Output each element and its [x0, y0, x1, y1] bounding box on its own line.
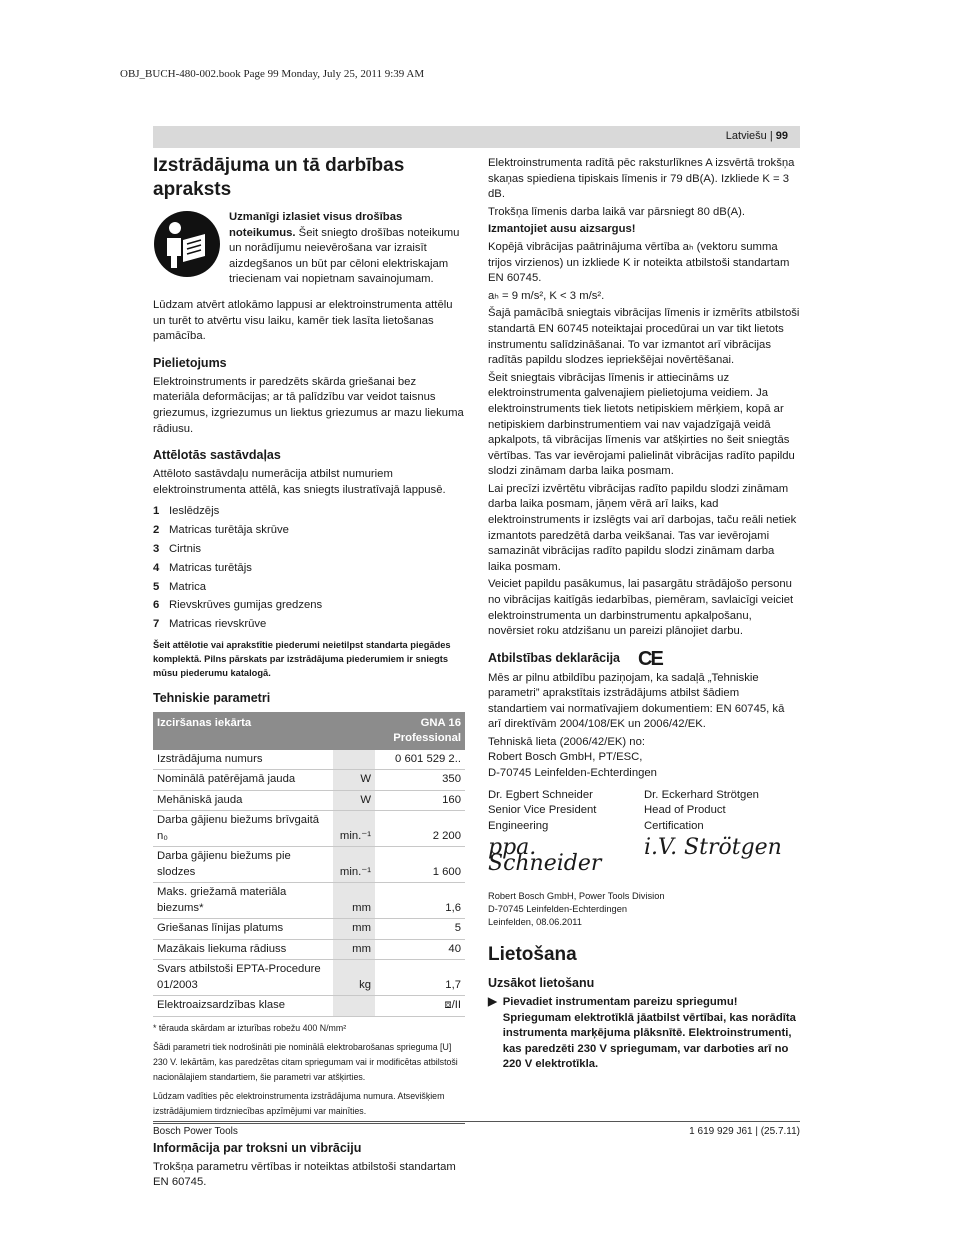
table-row: Darba gājienu biežums brīvgaitā n₀ min.⁻¹ 2 200: [153, 811, 465, 847]
footer-right: 1 619 929 J61 | (25.7.11): [689, 1126, 800, 1137]
footnote-number: Lūdzam vadīties pēc elektroinstrumenta izstrādājuma numura. Atsevišķiem izstrādājumiem tirdzniecības apzīmējumi var mainīties.: [153, 1089, 465, 1124]
declaration-title: Atbilstības deklarācija CE: [488, 647, 662, 670]
use-text: Elektroinstruments ir paredzēts skārda griešanai bez materiāla deformācijas; ar tā palīdzību var veidot taisnus griezumus, izgriezumus un liektus griezumus ar mazu liekuma rādiusu.: [153, 375, 464, 435]
list-item: 6 Rievskrūves gumijas gredzens: [153, 599, 323, 612]
tech-file: Tehniskā lieta (2006/42/EK) no:: [488, 735, 645, 748]
language-bar: Latviešu | 99: [153, 126, 800, 148]
file-header: OBJ_BUCH-480-002.book Page 99 Monday, July 25, 2011 9:39 AM: [120, 68, 425, 80]
table-row: Elektroaizsardzības klase ⧈/II: [153, 996, 465, 1017]
address-line3: Leinfelden, 08.06.2011: [488, 917, 582, 928]
footnote-steel: * tērauda skārdam ar izturības robežu 400 N/mm²: [153, 1022, 347, 1033]
noise-limit: Trokšņa līmenis darba laikā var pārsniegt 80 dB(A).: [488, 205, 746, 218]
vibration-total: Kopējā vibrācijas paātrinājuma vērtība aₕ (vektoru summa trijos virzienos) un izkliede K ir noteikta atbilstoši standartam EN 60745.: [488, 240, 790, 285]
ce-mark-icon: CE: [638, 647, 662, 670]
arrow-icon: ▶: [488, 996, 497, 1009]
spec-table: [153, 712, 465, 1017]
table-header-left: Izciršanas iekārta: [153, 712, 375, 750]
read-manual-icon: [153, 210, 221, 278]
declaration-text: Mēs ar pilnu atbildību paziņojam, ka sadaļā „Tehniskie parametri” aprakstītais izstrādājums atbilst šādiem standartiem vai normatīvajiem dokumentiem: EN 60745, kā arī direktīvām 2004/108/EK un 2006/42/EK.: [488, 671, 785, 731]
tech-title: Tehniskie parametri: [153, 690, 271, 705]
footnote-voltage: Šādi parametri tiek nodrošināti pie nominālā elektrobarošanas sprieguma [U] 230 V. Iekārtām, kas paredzētas citam spriegumam vai ir modificētas atbilstoši nacionālajiem standartiem, šie parametri var atšķirties.: [153, 1041, 458, 1082]
list-item: 5 Matrica: [153, 580, 207, 593]
address-line1: Robert Bosch GmbH, Power Tools Division: [488, 891, 665, 902]
list-item: 7 Matricas rievskrūve: [153, 618, 267, 631]
list-item: 1 Ieslēdzējs: [153, 505, 220, 518]
right-column: [488, 156, 800, 1073]
intro-text: Lūdzam atvērt atlokāmo lappusi ar elektroinstrumenta attēlu un turēt to atvērtu visu laiku, kamēr tiek lasīta lietošanas pamācība.: [153, 298, 453, 343]
section-title: Izstrādājuma un tā darbības apraksts: [153, 155, 405, 200]
signatures: [488, 835, 800, 890]
noise-title: Informācija par troksni un vibrāciju: [153, 1140, 362, 1155]
table-row: Maks. griežamā materiāla biezums* mm 1,6: [153, 883, 465, 919]
list-item: 2 Matricas turētāja skrūve: [153, 524, 289, 537]
signature-left: ppa. Schneider: [488, 835, 602, 877]
parts-title: Attēlotās sastāvdaļas: [153, 448, 281, 463]
use-title: Pielietojums: [153, 355, 227, 370]
warning-bold: Uzmanīgi izlasiet visus drošības noteikumus.: [229, 211, 403, 239]
start-title: Uzsākot lietošanu: [488, 976, 595, 991]
list-item: 3 Cirtnis: [153, 542, 202, 555]
signatory-left: Dr. Egbert Schneider Senior Vice President Engineering: [488, 788, 597, 832]
page-number: 99: [775, 130, 788, 142]
noise-text: Trokšņa parametru vērtības ir noteiktas atbilstoši standartam EN 60745.: [153, 1160, 456, 1189]
table-row: Svars atbilstoši EPTA-Procedure 01/2003 kg 1,7: [153, 960, 465, 996]
table-row: Griešanas līnijas platums mm 5: [153, 919, 465, 940]
table-row: Nominālā patērējamā jauda W 350: [153, 770, 465, 791]
footer-left: Bosch Power Tools: [153, 1126, 238, 1137]
vibration-values: aₕ = 9 m/s², K < 3 m/s².: [488, 289, 605, 302]
address-line2: D-70745 Leinfelden-Echterdingen: [488, 904, 628, 915]
table-row: Mehāniskā jauda W 160: [153, 790, 465, 811]
warning-text: Šeit sniegto drošības noteikumu un norādījumu neievērošana var izraisīt aizdegšanos un būt par cēloni elektriskajam triecienam vai nopietnam savainojumam.: [229, 226, 460, 286]
start-instruction: ▶ Pievadiet instrumentam pareizu spriegumu! Spriegumam elektrotīklā jāatbilst vērtībai, kas norādīta instrumenta marķējuma plāksnītē. Elektroinstrumenti, kas paredzēti 230 V spriegumam, var darboties arī no 220 V elektrotīkla.: [488, 995, 800, 1073]
accessories-note: Šeit attēlotie vai aprakstītie piederumi neietilpst standarta piegādes komplektā. Pilns pārskats par izstrādājuma piederumiem ir sniegts mūsu piederumu katalogā.: [153, 639, 451, 678]
vibration-p4: Veiciet papildu pasākumus, lai pasargātu strādājošo personu no vibrācijas kaitīgās iedarbības, piemēram, savlaicīgi veiciet elektroinstrumenta un darbinstrumentu apkalpošanu, novērsiet roku atdzišanu un pareizi plānojiet darbu.: [488, 578, 794, 638]
table-row: Darba gājienu biežums pie slodzes min.⁻¹ 1 600: [153, 847, 465, 883]
ear-protection: Izmantojiet ausu aizsargus!: [488, 223, 636, 236]
signature-right: i.V. Strötgen: [644, 835, 782, 861]
footer-rule: [153, 1121, 800, 1122]
use-heading: Lietošana: [488, 944, 577, 966]
company-line1: Robert Bosch GmbH, PT/ESC,: [488, 751, 643, 764]
signatory-right: Dr. Eckerhard Strötgen Head of Product Certification: [644, 788, 759, 832]
left-column: [153, 154, 465, 1193]
signatories: [488, 788, 800, 835]
vibration-p1: Šajā pamācībā sniegtais vibrācijas līmenis ir izmērīts atbilstoši standartā EN 60745 noteiktajai procedūrai un var tikt lietots instrumentu salīdzināšanai. To var izmantot arī vibrācijas radītās papildu slodzes iepriekšējai novērtēšanai.: [488, 307, 800, 367]
table-row: Mazākais liekuma rādiuss mm 40: [153, 939, 465, 960]
parts-list: [153, 502, 465, 634]
list-item: 4 Matricas turētājs: [153, 561, 252, 574]
table-header-right: GNA 16 Professional: [375, 712, 465, 750]
warning-box: [153, 210, 465, 288]
vibration-p3: Lai precīzi izvērtētu vibrācijas radīto papildu slodzi zināmam darba laika posmam, jāņem vērā arī laiks, kad elektroinstruments ir izslēgts vai arī darbojas, taču reāli netiek izmantots paredzētā darba veikšanai. Tas var ievērojami samazināt vibrācijas radīto papildu slodzi zināmam darba laika posmam.: [488, 482, 797, 573]
company-line2: D-70745 Leinfelden-Echterdingen: [488, 767, 657, 780]
parts-intro: Attēloto sastāvdaļu numerācija atbilst numuriem elektroinstrumenta attēlā, kas sniegts ilustratīvajā lappusē.: [153, 468, 446, 496]
language-label: Latviešu: [725, 130, 767, 142]
noise-level: Elektroinstrumenta radītā pēc raksturlīknes A izsvērtā trokšņa skaņas spiediena tipiskais līmenis ir 79 dB(A). Izkliede K = 3 dB.: [488, 157, 795, 201]
vibration-p2: Šeit sniegtais vibrācijas līmenis ir attiecināms uz elektroinstrumenta galvenajiem pielietojuma veidiem. Ja elektroinstruments tiek lietots netipiskiem mērķiem, kopā ar netipiskiem darbinstrumentiem vai nav vajadzīgajā veidā apkalpots, tā vibrācijas līmenis var atšķirties no šeit sniegtās vērtības. Tas var ievērojami palielināt vibrācijas radīto papildu slodzi zināmam darba laika posmam.: [488, 371, 795, 478]
table-row: Izstrādājuma numurs 0 601 529 2..: [153, 750, 465, 770]
